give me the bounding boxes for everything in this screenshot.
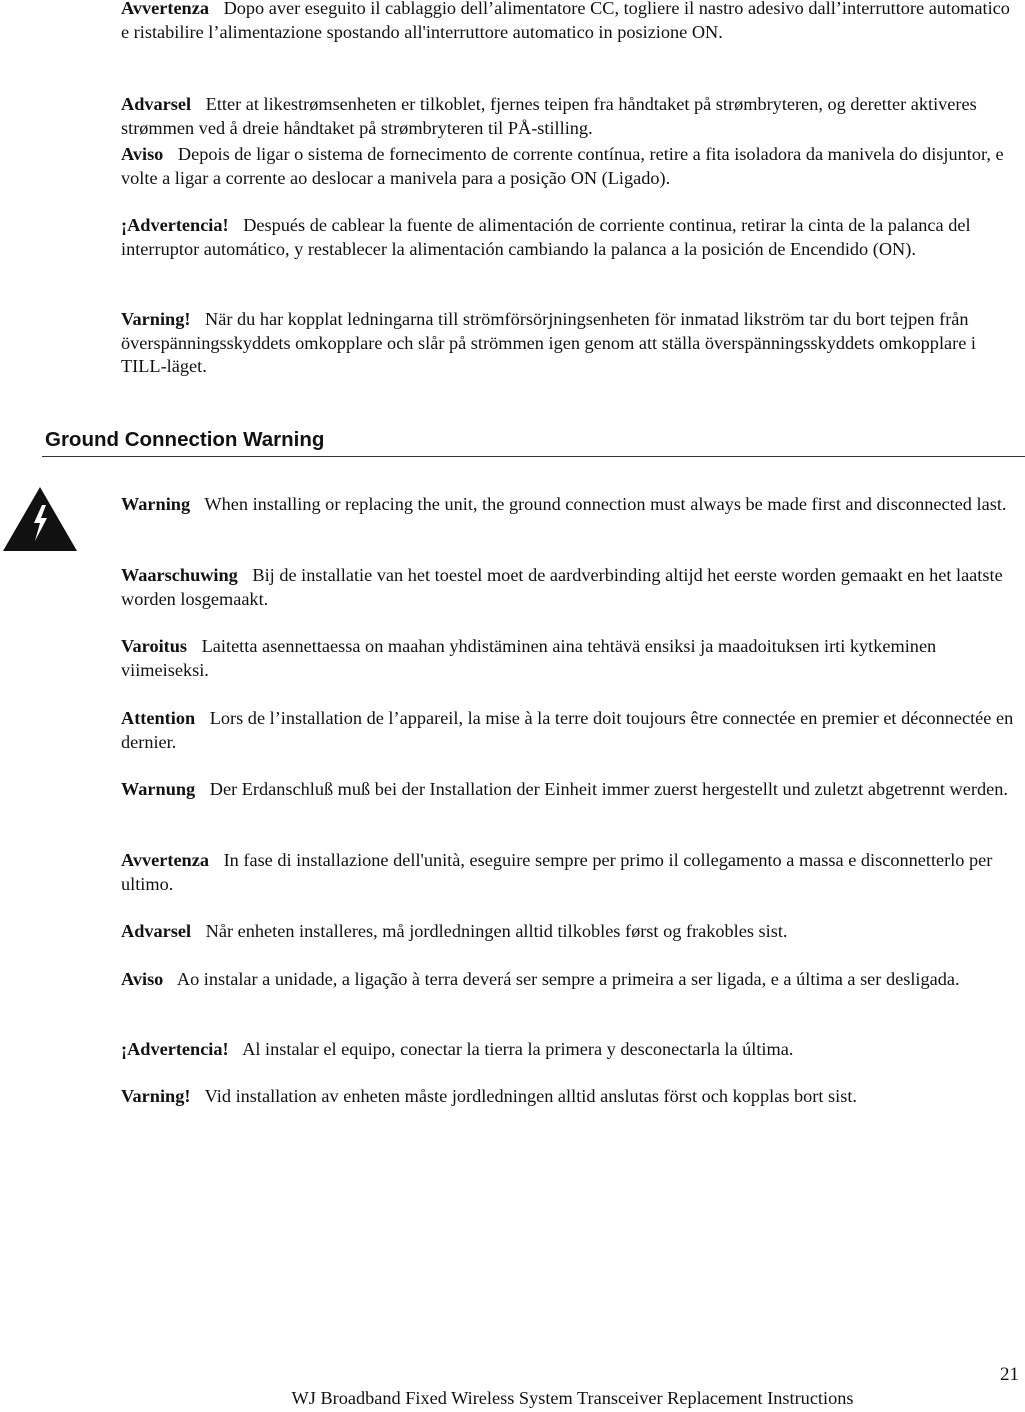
ground-warning-portuguese bbox=[121, 968, 1016, 992]
warning-text: Lors de l’installation de l’appareil, la mise à la terre doit toujours être connectée en premier et déconnectée en dernier. bbox=[121, 708, 1014, 752]
warning-label: Varoitus bbox=[121, 636, 188, 656]
warning-text: Al instalar el equipo, conectar la tierra la primera y desconectarla la última. bbox=[242, 1039, 794, 1059]
warning-paragraph-portuguese bbox=[121, 143, 1016, 190]
warning-label: Advarsel bbox=[121, 94, 192, 114]
warning-label: Avvertenza bbox=[121, 0, 209, 18]
warning-text: Dopo aver eseguito il cablaggio dell’alimentatore CC, togliere il nastro adesivo dall’interruttore automatico e ristabilire l’alimentazione spostando all'interruttore automatico in posizione ON. bbox=[121, 0, 1010, 42]
warning-label: Warning bbox=[121, 494, 191, 514]
warning-label: Attention bbox=[121, 708, 196, 728]
warning-text: Når enheten installeres, må jordledningen alltid tilkobles først og frakobles sist. bbox=[205, 921, 788, 941]
ground-warning-german bbox=[121, 778, 1016, 802]
warning-paragraph-spanish bbox=[121, 214, 1016, 261]
warning-triangle-lightning-icon bbox=[2, 485, 78, 553]
warning-text: Laitetta asennettaessa on maahan yhdistäminen aina tehtävä ensiksi ja maadoituksen irti kytkeminen viimeiseksi. bbox=[121, 636, 937, 680]
warning-text: Etter at likestrømsenheten er tilkoblet, fjernes teipen fra håndtaket på strømbryteren, og deretter aktiveres strømmen ved å dreie håndtaket på strømbryteren til PÅ-stilling. bbox=[121, 94, 977, 138]
page-footer: WJ Broadband Fixed Wireless System Transceiver Replacement Instructions bbox=[291, 1388, 854, 1408]
page-number: 21 bbox=[1000, 1364, 1019, 1385]
warning-label: Aviso bbox=[121, 969, 164, 989]
warning-text: Vid installation av enheten måste jordledningen alltid anslutas först och kopplas bort sist. bbox=[204, 1086, 858, 1106]
ground-warning-french bbox=[121, 707, 1016, 754]
warning-label: ¡Advertencia! bbox=[121, 215, 229, 235]
warning-text: När du har kopplat ledningarna till strömförsörjningsenheten för inmatad likström tar du bort tejpen från överspänningsskyddets omkopplare och slår på strömmen igen genom att ställa överspänningsskyddets omkopplare i TILL-läget. bbox=[121, 309, 976, 376]
warning-label: Advarsel bbox=[121, 921, 192, 941]
warning-label: Avvertenza bbox=[121, 850, 209, 870]
ground-warning-finnish bbox=[121, 635, 1016, 682]
warning-paragraph-norwegian bbox=[121, 93, 1016, 140]
warning-text: Ao instalar a unidade, a ligação à terra deverá ser sempre a primeira a ser ligada, e a última a ser desligada. bbox=[176, 969, 960, 989]
warning-label: Aviso bbox=[121, 144, 164, 164]
ground-warning-italian bbox=[121, 849, 1016, 896]
warning-label: Warnung bbox=[121, 779, 196, 799]
warning-label: Waarschuwing bbox=[121, 565, 238, 585]
ground-warning-swedish bbox=[121, 1085, 1016, 1109]
warning-text: Después de cablear la fuente de alimentación de corriente continua, retirar la cinta de la palanca del interruptor automático, y restablecer la alimentación cambiando la palanca a la posición de Encendido (ON). bbox=[121, 215, 971, 259]
warning-text: When installing or replacing the unit, the ground connection must always be made first and disconnected last. bbox=[204, 494, 1007, 514]
heading-rule bbox=[42, 456, 1025, 457]
section-heading: Ground Connection Warning bbox=[45, 428, 325, 451]
warning-label: Varning! bbox=[121, 309, 191, 329]
ground-warning-dutch bbox=[121, 564, 1016, 611]
ground-warning-english bbox=[121, 493, 1016, 517]
ground-warning-spanish bbox=[121, 1038, 1016, 1062]
ground-warning-norwegian bbox=[121, 920, 1016, 944]
warning-paragraph-italian bbox=[121, 0, 1016, 44]
warning-text: In fase di installazione dell'unità, eseguire sempre per primo il collegamento a massa e disconnetterlo per ultimo. bbox=[121, 850, 993, 894]
warning-label: Varning! bbox=[121, 1086, 191, 1106]
warning-text: Depois de ligar o sistema de fornecimento de corrente contínua, retire a fita isoladora da manivela do disjuntor, e volte a ligar a corrente ao deslocar a manivela para a posição ON (Ligado). bbox=[121, 144, 1004, 188]
warning-text: Bij de installatie van het toestel moet de aardverbinding altijd het eerste worden gemaakt en het laatste worden losgemaakt. bbox=[121, 565, 1003, 609]
warning-paragraph-swedish bbox=[121, 308, 1016, 379]
warning-label: ¡Advertencia! bbox=[121, 1039, 229, 1059]
warning-text: Der Erdanschluß muß bei der Installation der Einheit immer zuerst hergestellt und zuletzt abgetrennt werden. bbox=[209, 779, 1008, 799]
